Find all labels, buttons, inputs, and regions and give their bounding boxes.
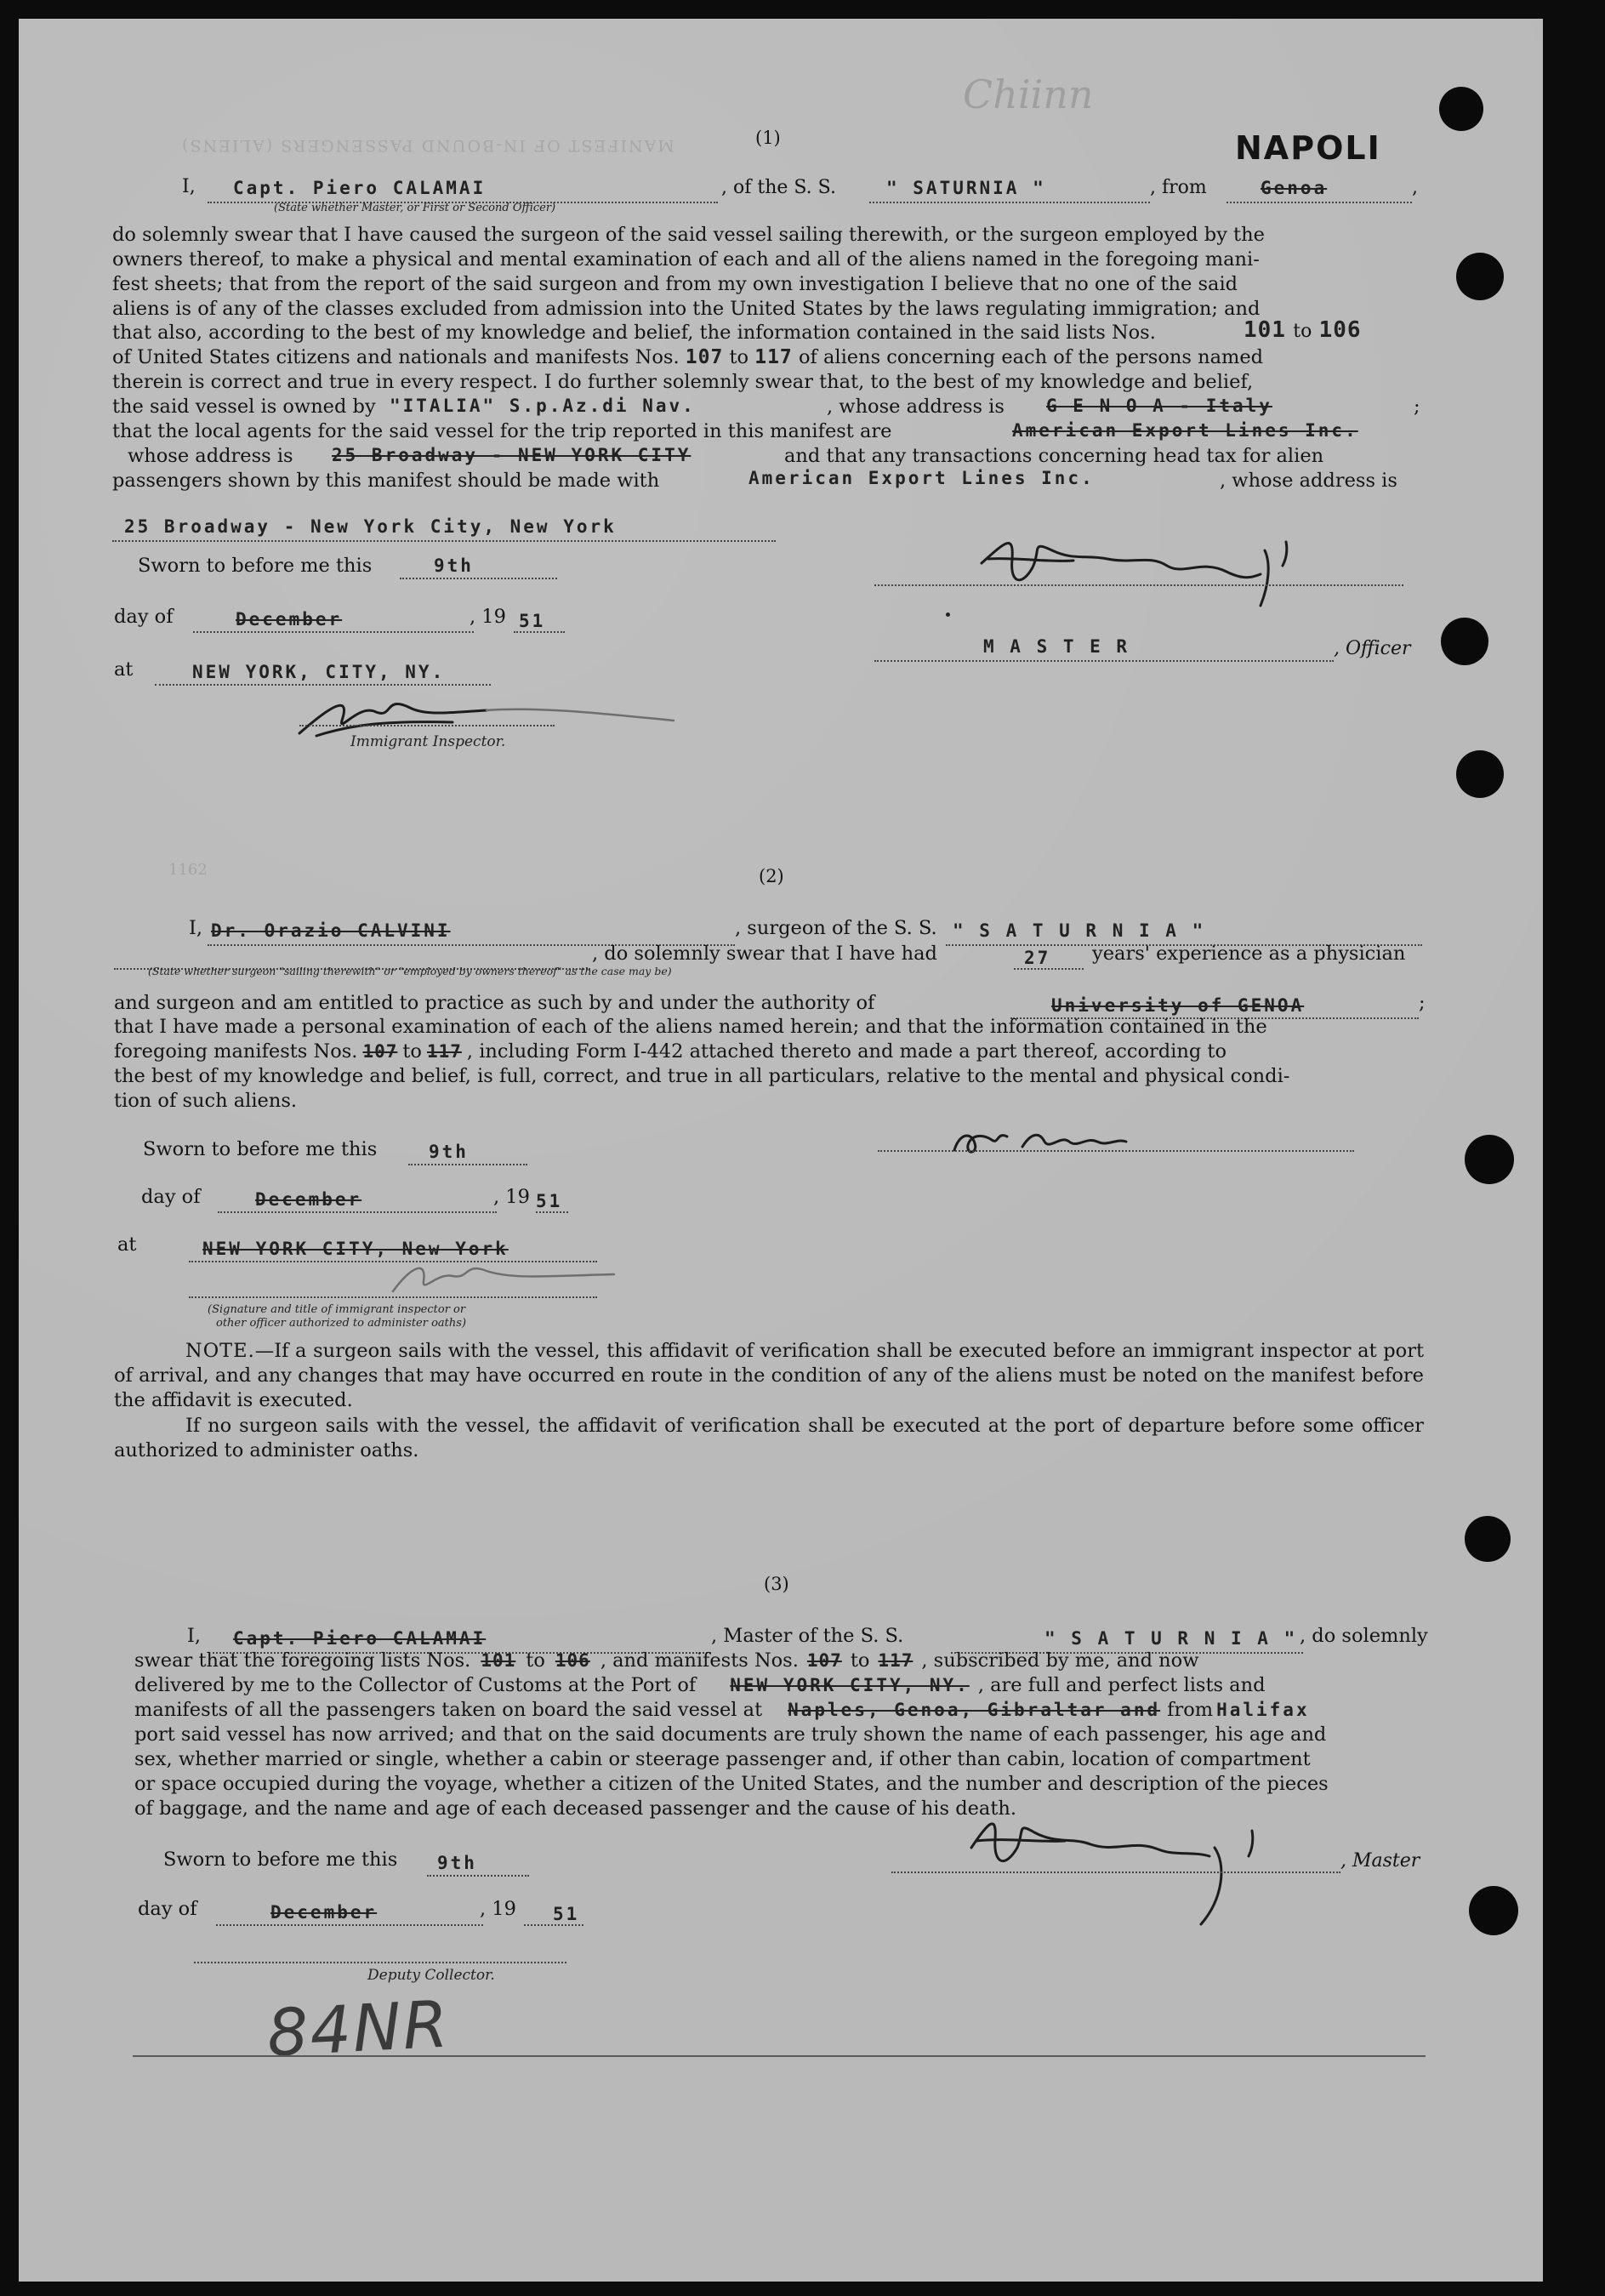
sig-caption-1: (Signature and title of immigrant inspector or [208,1303,466,1316]
agents-address-label: whose address is [128,445,293,467]
s3-lists-from: 101 [481,1650,516,1671]
s3-manifests-to: 117 [878,1650,913,1671]
therein-line: therein is correct and true in every respect. I do further solemnly swear that, to the best of my knowledge and belief, [112,371,1254,393]
years-tail: years' experience as a physician [1092,943,1406,965]
whose-address-is: , whose address is [1220,470,1397,492]
owner-semicolon: ; [1414,396,1420,418]
year-1: 51 [519,611,546,631]
punch-hole [1465,1135,1514,1184]
punch-hole [1456,253,1504,300]
sworn-day-field-1 [400,552,557,579]
head-tax-address-field [112,515,776,542]
head-tax-agent: American Export Lines Inc. [748,468,1095,488]
punch-hole [1465,1516,1511,1562]
lists-to: 106 [1318,317,1362,343]
manifests-to: 117 [754,346,793,368]
inspector-signature-2 [376,1251,631,1302]
master-signature-3 [946,1797,1303,1933]
owner: "ITALIA" S.p.Az.di Nav. [390,396,696,416]
faint-heading: MANIFEST OF IN-BOUND PASSENGERS (ALIENS) [180,136,674,155]
s3-and-manifests: , and manifests Nos. [600,1649,799,1672]
body-line: fest sheets; that from the report of the said surgeon and from my own investigation I believe that no one of the said [112,273,1238,295]
faint-stamp: 1162 [168,861,208,879]
sworn-day-field-2 [408,1138,527,1165]
line4-pre: foregoing manifests Nos. [114,1040,358,1063]
handwritten-note: 84NR [265,1985,452,2071]
s3-subscribed: , subscribed by me, and now [921,1649,1199,1672]
year-prefix-2: , 19 [493,1186,530,1208]
punch-hole [1456,750,1504,798]
s3-line4-pre: manifests of all the passengers taken on board the said vessel at [134,1699,763,1721]
s3-ports-taken: Naples, Genoa, Gibraltar and [788,1700,1161,1720]
authority-semicolon: ; [1419,992,1426,1014]
master-title-field [874,635,1334,662]
manifest-page [19,19,1543,2282]
month-field-2 [218,1186,497,1213]
from-comma: , [1412,177,1418,198]
state-caption: (State whether surgeon "sailing therewith" or "employed by owners thereof" as the case may be) [148,965,672,977]
year-3: 51 [553,1904,580,1924]
s3-from-word: from [1167,1699,1214,1721]
place-field-1 [155,658,491,686]
agents-address: 25 Broadway - NEW YORK CITY [332,445,692,465]
manifests-to-word: to [729,346,749,368]
s2-manifests-to: 117 [426,1041,462,1062]
sworn-day-field-3 [427,1849,529,1877]
s3-line3-pre: delivered by me to the Collector of Customs at the Port of [134,1674,697,1696]
surgeon-of-label: , surgeon of the S. S. [735,917,937,939]
section1-i-label: I, [182,176,196,197]
local-agents-label: that the local agents for the said vessel for the trip reported in this manifest are [112,420,892,442]
s3-line4 [134,1699,1310,1721]
manifests-line [112,346,1263,368]
sworn-label-2: Sworn to before me this [143,1138,378,1160]
years-field [1014,944,1084,970]
manifests-tail: of aliens concerning each of the persons named [798,346,1264,368]
punch-hole [1441,618,1488,665]
sworn-label-1: Sworn to before me this [138,555,373,577]
from-port: Genoa [1261,178,1328,198]
s3-line2-pre: swear that the foregoing lists Nos. [134,1649,471,1672]
surgeon-signature [903,1116,1346,1167]
head-tax-text: and that any transactions concerning head tax for alien [784,445,1324,467]
section3-i-label: I, [187,1625,202,1647]
s3-line8: of baggage, and the name and age of each deceased passenger and the cause of his death. [134,1797,1017,1820]
year-prefix-3: , 19 [480,1898,516,1920]
s2-manifests-from: 107 [362,1041,398,1062]
master-label-3: , Master [1340,1850,1420,1872]
authority: University of GENOA [1051,995,1305,1016]
manifests-from: 107 [685,346,724,368]
s3-to-word: to [526,1649,545,1672]
master-line-1 [874,583,1403,586]
s3-line2 [134,1649,1198,1672]
deputy-line [194,1960,566,1963]
year-field-3 [524,1899,583,1926]
lists-to-word: to [1293,321,1312,342]
owner-address: G E N O A - Italy [1046,396,1272,416]
inspector-line-1 [299,723,555,726]
note2-text: If no surgeon sails with the vessel, the affidavit of verification shall be executed at the port of departure before some officer authorized to administer oaths. [114,1415,1424,1461]
lists-line [112,322,1156,344]
deputy-caption: Deputy Collector. [367,1967,495,1984]
vessel-name: " SATURNIA " [886,178,1046,198]
day-of-label-2: day of [141,1186,201,1208]
day-of-label-3: day of [138,1898,197,1920]
body-line: do solemnly swear that I have caused the surgeon of the said vessel sailing therewith, or the surgeon employed by the [112,224,1265,246]
s3-to-word-2: to [850,1649,870,1672]
inspector-caption-1: Immigrant Inspector. [350,733,506,750]
s3-line3 [134,1674,1266,1696]
s3-vessel: " S A T U R N I A " [1044,1628,1298,1649]
sworn-day-3: 9th [437,1853,477,1873]
s3-line7: or space occupied during the voyage, whether a citizen of the United States, and the number and description of the pieces [134,1773,1329,1795]
section3-number: (3) [764,1574,789,1594]
inspector-line-2 [189,1295,597,1298]
month-3: December [270,1902,378,1923]
note-paragraph [114,1339,1424,1413]
passengers-text: passengers shown by this manifest should be made with [112,470,660,492]
vessel-field [869,176,1150,203]
at-label-1: at [114,658,134,681]
sworn-label-3: Sworn to before me this [163,1849,398,1871]
s3-lists-to: 106 [555,1650,590,1671]
year-prefix-1: , 19 [470,606,506,628]
lists-line-text: that also, according to the best of my knowledge and belief, the information contained in the said lists Nos. [112,322,1156,344]
section1-body [112,223,1426,322]
from-label: , from [1150,177,1207,198]
manifests-line-text: of United States citizens and nationals and manifests Nos. [112,346,680,368]
year-field-2 [536,1186,568,1213]
s3-port: NEW YORK CITY, NY. [730,1675,970,1695]
sworn-day-2: 9th [429,1142,469,1162]
day-of-label-1: day of [114,606,174,628]
punch-hole [1469,1886,1518,1935]
month-field-1 [193,606,474,633]
master-title: M A S T E R [983,636,1130,657]
section1-number: (1) [755,128,781,148]
note-label: NOTE. [185,1340,255,1362]
master-name: Capt. Piero CALAMAI [233,178,487,198]
year-2: 51 [536,1191,563,1211]
officer-label: , Officer [1334,638,1411,659]
s3-master-of-label: , Master of the S. S. [711,1625,904,1647]
signature-dot [946,612,950,617]
surgeon-sign-line [878,1148,1354,1152]
section2-i-label: I, [189,917,203,939]
whose-address-label: , whose address is [827,396,1005,418]
top-scrawl: Chiinn [963,71,1094,117]
s3-do-solemnly: , do solemnly [1300,1625,1428,1647]
body-line: aliens is of any of the classes excluded from admission into the United States by the laws regulating immigration; and [112,298,1261,320]
s3-line6: sex, whether married or single, whether a cabin or steerage passenger and, if other than cabin, location of compartment [134,1748,1311,1770]
surgeon-name: Dr. Orazio CALVINI [211,920,451,941]
lists-from: 101 [1244,317,1286,343]
s2-to-word: to [402,1040,422,1063]
master-caption: (State whether Master, or First or Second Officer) [274,202,556,214]
section2-number: (2) [759,866,784,886]
section2-line6: tion of such aliens. [114,1090,298,1112]
section2-line5: the best of my knowledge and belief, is full, correct, and true in all particulars, relative to the mental and physical condi- [114,1065,1290,1087]
line4-post: , including Form I-442 attached thereto and made a part thereof, according to [466,1040,1227,1063]
month-field-3 [216,1899,483,1926]
port-stamp: NAPOLI [1235,129,1381,167]
s3-halifax: Halifax [1216,1700,1310,1720]
s3-manifests-from: 107 [806,1650,842,1671]
place-2: NEW YORK CITY, New York [202,1239,509,1259]
sworn-day-1: 9th [434,555,474,576]
owned-by-label: the said vessel is owned by [112,396,376,418]
punch-hole [1439,87,1483,131]
at-label-2: at [117,1233,137,1256]
lists-values [1244,317,1362,343]
s3-line3-post: , are full and perfect lists and [977,1674,1266,1696]
sig-caption-2: other officer authorized to administer oaths) [216,1317,467,1330]
authority-label: and surgeon and am entitled to practice as such by and under the authority of [114,992,875,1014]
s3-master-name: Capt. Piero CALAMAI [233,1628,487,1649]
bottom-rule [133,2055,1426,2057]
s3-line5: port said vessel has now arrived; and that on the said documents are truly shown the name of each passenger, his age and [134,1723,1327,1746]
month-1: December [236,609,343,630]
body-line: owners thereof, to make a physical and mental examination of each and all of the aliens named in the foregoing mani- [112,248,1260,271]
year-field-1 [514,606,565,633]
surgeon-vessel: " S A T U R N I A " [953,920,1206,941]
note2-paragraph [114,1414,1424,1463]
place-1: NEW YORK, CITY, NY. [192,662,446,682]
master-sign-line-3 [891,1870,1340,1873]
of-ss-label: , of the S. S. [721,177,836,198]
month-2: December [255,1189,362,1210]
section2-line4 [114,1040,1227,1063]
from-port-field [1227,176,1412,203]
master-name-field [208,176,718,203]
master-signature-1 [971,525,1329,618]
note-text: —If a surgeon sails with the vessel, this affidavit of verification shall be executed before an immigrant inspector at port of arrival, and any changes that may have occurred en route in the condition of any of the aliens must be noted on the manifest before the affidavit is executed. [114,1340,1424,1411]
agents: American Export Lines Inc. [1012,420,1358,441]
section2-line3: that I have made a personal examination of each of the aliens named herein; and that the information contained in the [114,1016,1267,1038]
solemnly-label: , do solemnly swear that I have had [592,943,937,965]
head-tax-address: 25 Broadway - New York City, New York [124,516,617,537]
years: 27 [1024,948,1051,968]
